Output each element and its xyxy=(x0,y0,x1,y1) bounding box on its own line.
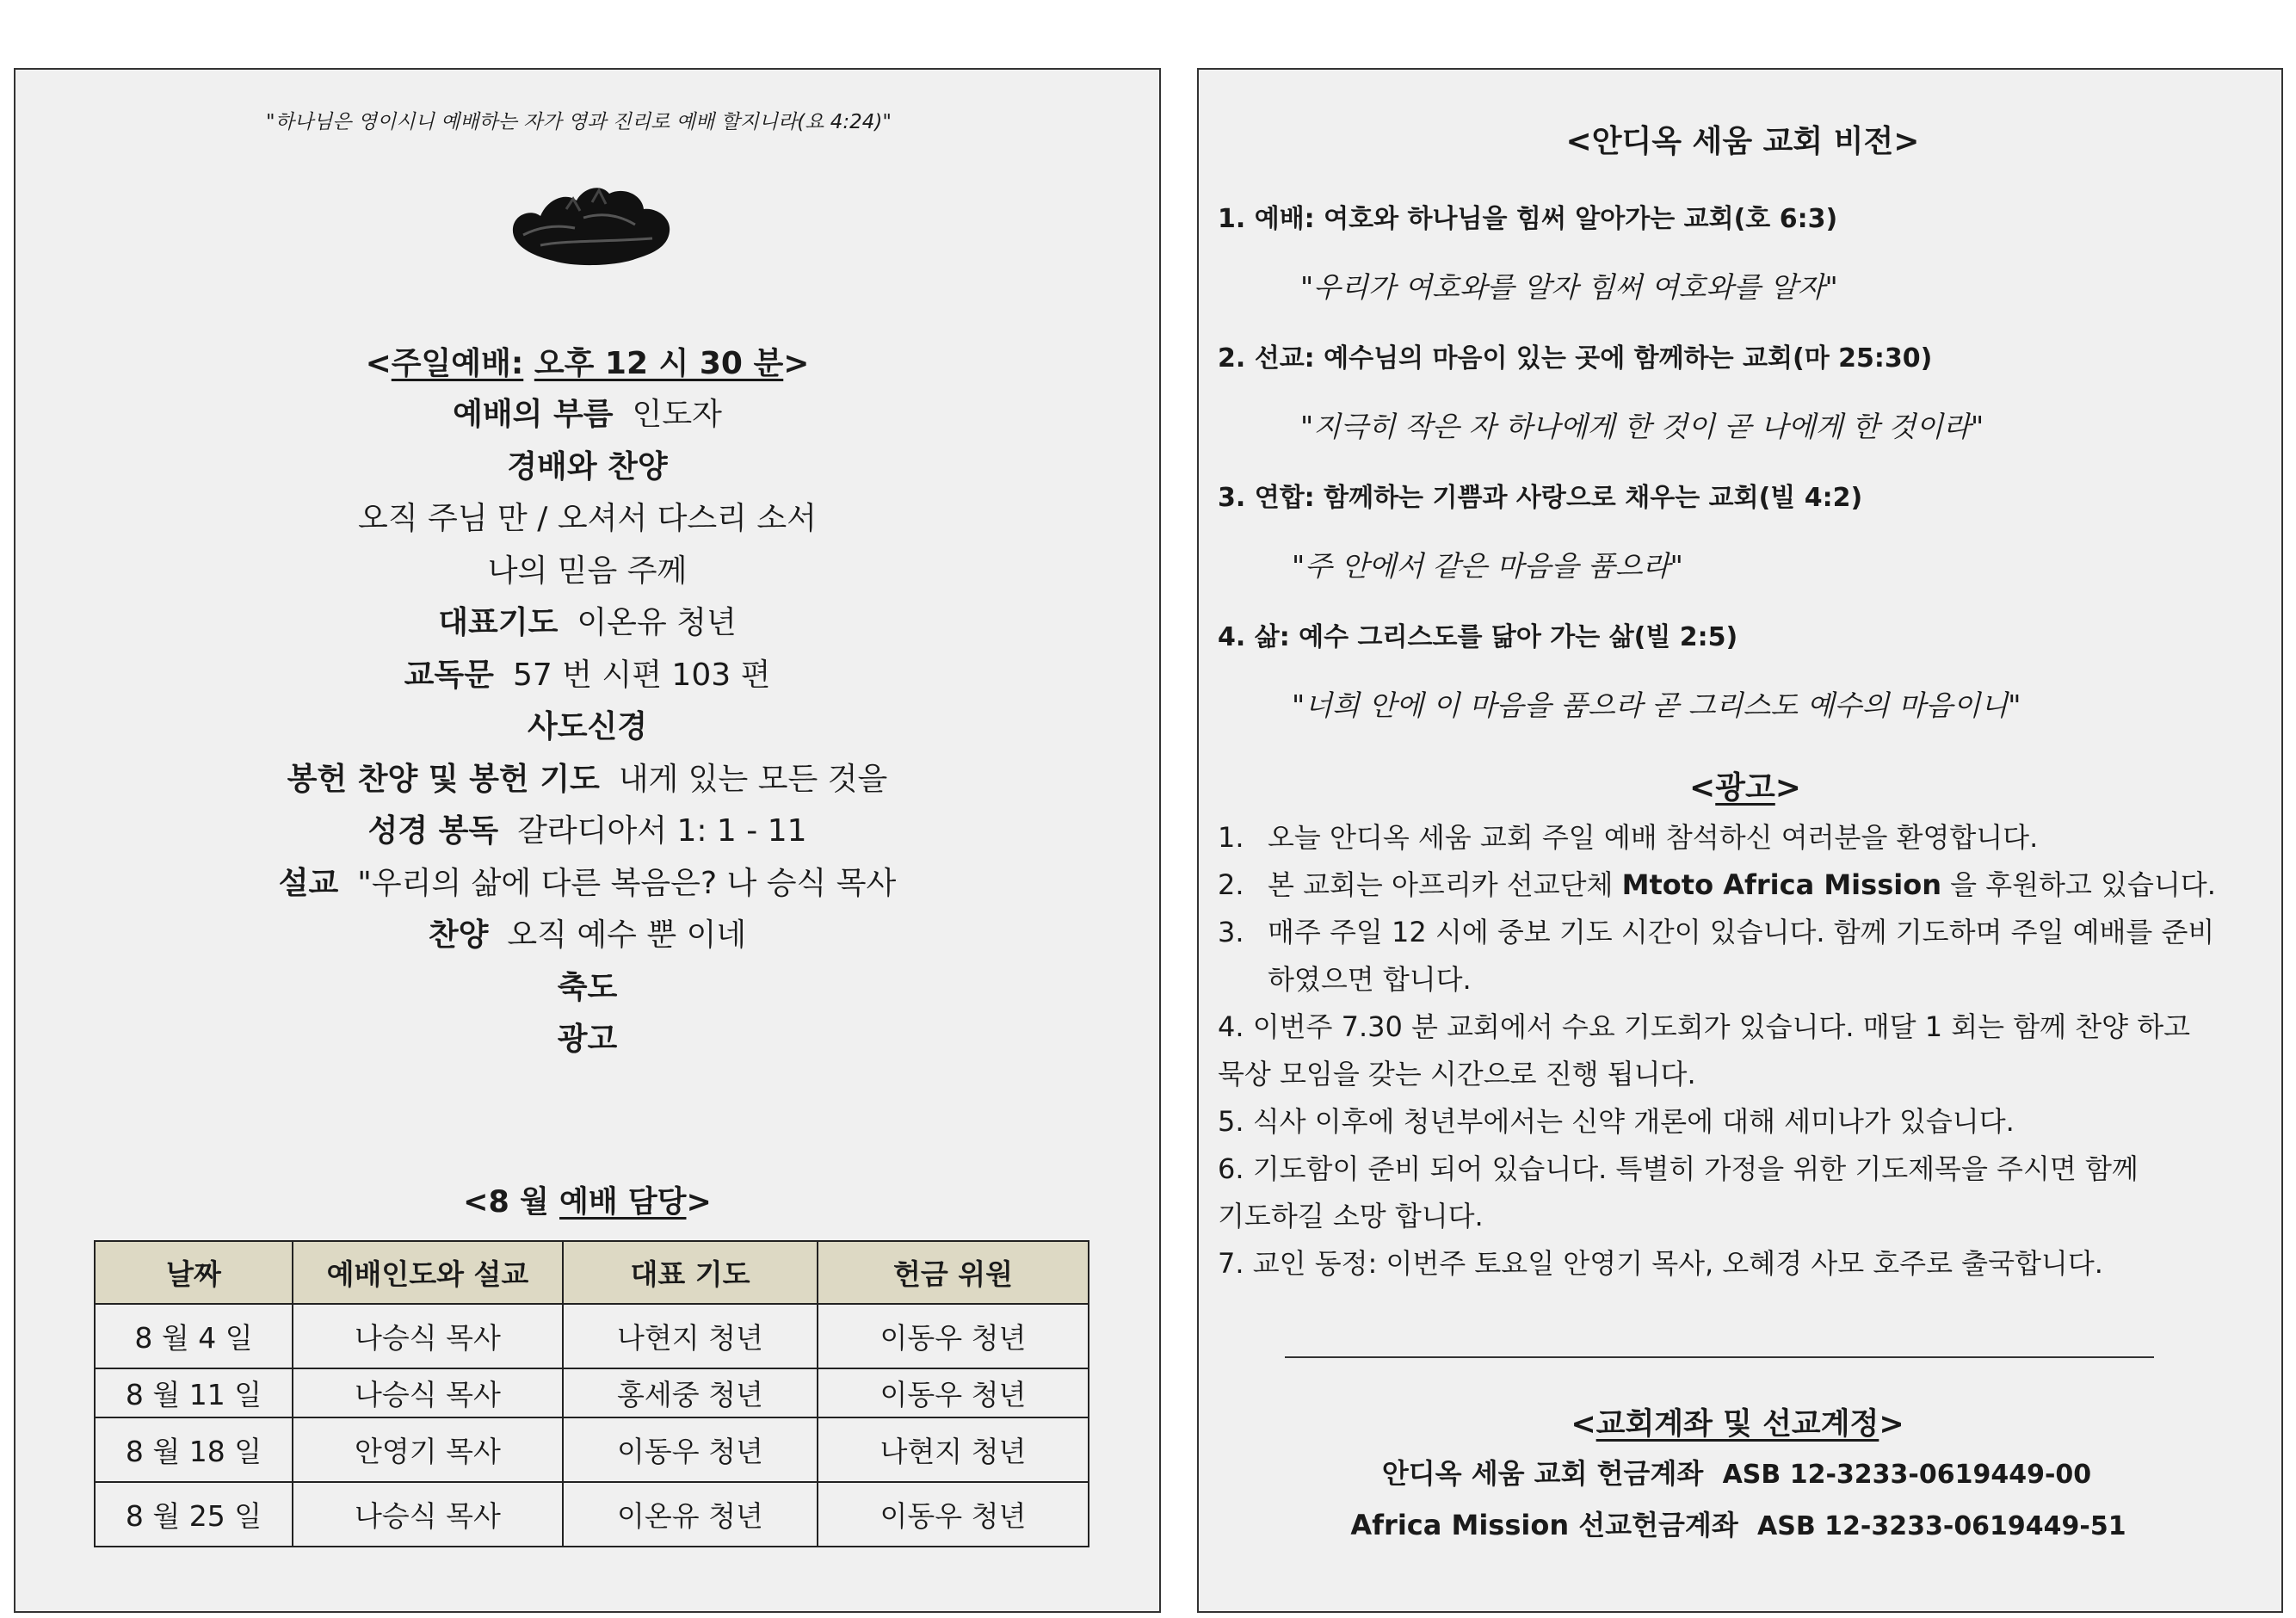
order-item-detail: 오직 예수 뿐 이네 xyxy=(507,917,747,953)
ads-heading: <광고> xyxy=(1689,770,1801,806)
accounts-heading: <교회계좌 및 선교계정> xyxy=(1571,1407,1904,1442)
announcement-item: 7. 교인 동정: 이번주 토요일 안영기 목사, 오혜경 사모 호주로 출국합니다. xyxy=(1218,1247,2103,1280)
table-cell: 8 월 4 일 xyxy=(95,1304,293,1368)
order-item-label: 대표기도 xyxy=(438,605,559,640)
announcement-item: 1. 오늘 안디옥 세움 교회 주일 예배 참석하신 여러분을 환영합니다. xyxy=(1218,821,2039,854)
order-item-label: 찬양 xyxy=(428,917,489,953)
table-row xyxy=(95,1482,1089,1547)
order-item-label: 광고 xyxy=(557,1022,618,1057)
table-cell: 이동우 청년 xyxy=(818,1368,1089,1417)
table-cell: 8 월 11 일 xyxy=(95,1368,293,1417)
order-item xyxy=(15,806,1159,850)
vision-item: 4. 삶: 예수 그리스도를 닮아 가는 삶(빌 2:5) xyxy=(1218,622,1738,652)
table-row xyxy=(95,1417,1089,1482)
table-row xyxy=(95,1368,1089,1417)
vision-item: 2. 선교: 예수님의 마음이 있는 곳에 함께하는 교회(마 25:30) xyxy=(1218,343,1933,374)
vision-quote: "지극히 작은 자 하나에게 한 것이 곧 나에게 한 것이라" xyxy=(1300,410,1984,443)
duty-table-header xyxy=(95,1241,1089,1304)
order-item xyxy=(15,702,1159,746)
announcement-continued: 기도하길 소망 합니다. xyxy=(1218,1200,1484,1232)
bulletin-left-page xyxy=(14,68,1161,1613)
accounts-heading-text: 교회계좌 및 선교계정 xyxy=(1595,1407,1879,1442)
church-account: 안디옥 세움 교회 헌금계좌 ASB 12-3233-0619449-00 xyxy=(1381,1457,2092,1490)
announcement-item: 5. 식사 이후에 청년부에서는 신약 개론에 대해 세미나가 있습니다. xyxy=(1218,1105,2015,1138)
order-item-label: 예배의 부름 xyxy=(453,397,614,432)
order-item-label: 성경 봉독 xyxy=(367,813,499,849)
order-item-detail: 이온유 청년 xyxy=(577,605,737,640)
table-cell: 이동우 청년 xyxy=(818,1304,1089,1368)
col-offering: 헌금 위원 xyxy=(818,1241,1089,1304)
service-time: 오후 12 시 30 분 xyxy=(534,346,784,381)
church-account-number: ASB 12-3233-0619449-00 xyxy=(1722,1460,2092,1490)
order-item-label: 사도신경 xyxy=(527,709,648,744)
order-item-label: 설교 xyxy=(278,865,339,901)
announcement-item: 3. 매주 주일 12 시에 중보 기도 시간이 있습니다. 함께 기도하며 주일 예배를 준비 xyxy=(1218,916,2215,948)
mission-name: Mtoto Africa Mission xyxy=(1621,868,1941,901)
order-item xyxy=(15,442,1159,486)
table-cell: 이온유 청년 xyxy=(563,1482,818,1547)
table-row xyxy=(95,1304,1089,1368)
order-item-detail: "우리의 삶에 다른 복음은? 나 승식 목사 xyxy=(357,865,897,901)
announcement-item: 2. 본 교회는 아프리카 선교단체 Mtoto Africa Mission 을 후원하고 있습니다. xyxy=(1218,868,2216,901)
order-item-label: 축도 xyxy=(557,969,618,1005)
divider-line xyxy=(1285,1356,2154,1358)
mission-account: Africa Mission 선교헌금계좌 ASB 12-3233-0619449-51 xyxy=(1350,1509,2126,1541)
table-cell: 홍세중 청년 xyxy=(563,1368,818,1417)
col-leader: 예배인도와 설교 xyxy=(293,1241,563,1304)
order-item xyxy=(15,755,1159,799)
order-item xyxy=(15,1015,1159,1059)
order-item xyxy=(15,494,1159,538)
order-item xyxy=(15,651,1159,695)
col-date: 날짜 xyxy=(95,1241,293,1304)
bulletin-right-page xyxy=(1197,68,2283,1613)
mission-account-number: ASB 12-3233-0619449-51 xyxy=(1757,1511,2126,1541)
vision-item: 3. 연합: 함께하는 기쁨과 사랑으로 채우는 교회(빌 4:2) xyxy=(1218,483,1863,513)
order-item xyxy=(15,963,1159,1007)
crown-logo xyxy=(506,175,678,278)
table-cell: 8 월 25 일 xyxy=(95,1482,293,1547)
order-item-label: 경배와 찬양 xyxy=(507,448,668,485)
order-item xyxy=(15,911,1159,954)
table-cell: 안영기 목사 xyxy=(293,1417,563,1482)
duty-heading: <8 월 예배 담당> xyxy=(463,1185,712,1220)
order-item xyxy=(15,390,1159,434)
order-item-detail: 갈라디아서 1: 1 - 11 xyxy=(517,813,807,849)
announcement-item: 6. 기도함이 준비 되어 있습니다. 특별히 가정을 위한 기도제목을 주시면 함께 xyxy=(1218,1152,2139,1185)
service-time-heading: <주일예배: 오후 12 시 30 분> xyxy=(365,346,810,381)
vision-item: 1. 예배: 여호와 하나님을 힘써 알아가는 교회(호 6:3) xyxy=(1218,204,1838,234)
ads-heading-text: 광고 xyxy=(1715,770,1775,806)
table-cell: 나승식 목사 xyxy=(293,1482,563,1547)
table-cell: 나현지 청년 xyxy=(818,1417,1089,1482)
order-item xyxy=(15,859,1159,903)
order-item-detail: 57 번 시편 103 편 xyxy=(512,657,771,693)
col-prayer: 대표 기도 xyxy=(563,1241,818,1304)
duty-heading-text: 예배 담당 xyxy=(559,1185,687,1220)
table-cell: 나승식 목사 xyxy=(293,1304,563,1368)
vision-quote: "주 안에서 같은 마음을 품으라" xyxy=(1292,549,1683,583)
order-item-detail: 나의 믿음 주께 xyxy=(487,553,688,589)
order-item-detail: 오직 주님 만 / 오셔서 다스리 소서 xyxy=(358,501,817,536)
vision-quote: "우리가 여호와를 알자 힘써 여호와를 알자" xyxy=(1300,270,1838,304)
order-item-detail: 내게 있는 모든 것을 xyxy=(618,761,888,797)
table-cell: 이동우 청년 xyxy=(563,1417,818,1482)
order-item xyxy=(15,598,1159,642)
announcement-item: 4. 이번주 7.30 분 교회에서 수요 기도회가 있습니다. 매달 1 회는 함께 찬양 하고 xyxy=(1218,1010,2191,1043)
service-label: 주일예배: xyxy=(391,346,524,381)
table-cell: 나승식 목사 xyxy=(293,1368,563,1417)
announcement-continued: 묵상 모임을 갖는 시간으로 진행 됩니다. xyxy=(1218,1058,1696,1090)
announcement-continued: 하였으면 합니다. xyxy=(1268,963,1472,996)
scripture-verse: "하나님은 영이시니 예배하는 자가 영과 진리로 예배 할지니라(요 4:24)" xyxy=(266,111,892,133)
vision-heading: <안디옥 세움 교회 비전> xyxy=(1565,124,1920,159)
duty-table xyxy=(94,1240,1089,1547)
order-item-detail: 인도자 xyxy=(632,397,722,432)
table-cell: 8 월 18 일 xyxy=(95,1417,293,1482)
vision-quote: "너희 안에 이 마음을 품으라 곧 그리스도 예수의 마음이니" xyxy=(1292,689,2021,722)
table-cell: 나현지 청년 xyxy=(563,1304,818,1368)
order-item xyxy=(15,547,1159,590)
order-item-label: 봉헌 찬양 및 봉헌 기도 xyxy=(287,761,600,797)
order-item-label: 교독문 xyxy=(404,657,494,693)
table-cell: 이동우 청년 xyxy=(818,1482,1089,1547)
